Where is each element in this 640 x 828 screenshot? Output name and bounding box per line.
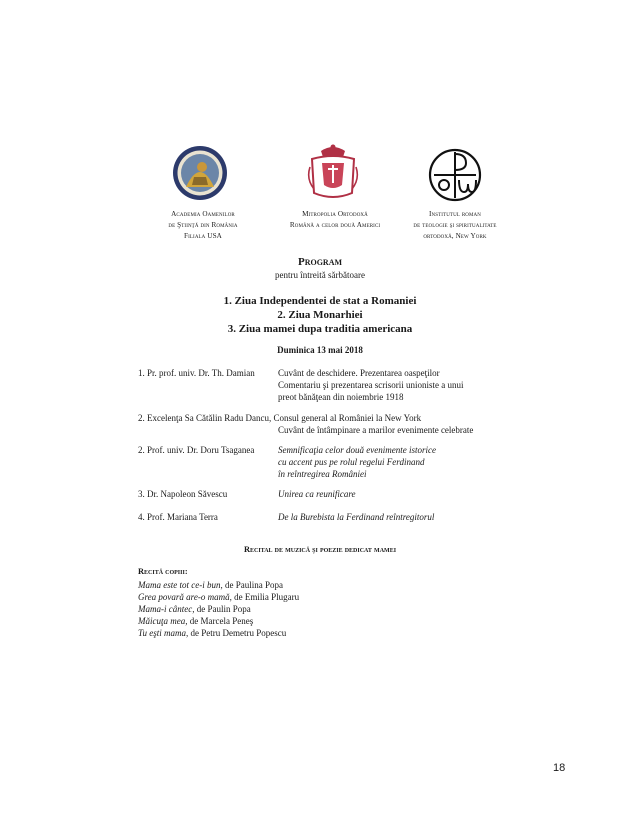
occasion-heading: 3. Ziua mamei dupa traditia americana xyxy=(227,323,413,335)
poem-author: de Petru Demetru Popescu xyxy=(188,628,287,638)
poem-title: Măicuţa mea, xyxy=(138,616,188,626)
occasion-heading: 1. Ziua Independentei de stat a Romaniei xyxy=(223,295,417,307)
speech-topic: De la Burebista la Ferdinand reîntregitorul xyxy=(278,512,435,522)
poem-author: de Paulin Popa xyxy=(194,604,251,614)
poem-entry xyxy=(138,579,283,591)
institute-alpha-omega-logo xyxy=(428,148,482,202)
occasion-heading: 2. Ziua Monarhiei xyxy=(277,309,363,321)
poem-title: Grea povară are-o mamă, xyxy=(138,592,232,602)
speech-topic: Comentariu şi prezentarea scrisorii unioniste a unui xyxy=(278,380,464,390)
speech-topic: Unirea ca reunificare xyxy=(278,489,356,499)
speech-topic: preot bănăţean din noiembrie 1918 xyxy=(278,392,404,402)
institution-line: Filiala USA xyxy=(184,232,222,240)
speaker-name: 1. Pr. prof. univ. Dr. Th. Damian xyxy=(138,368,255,378)
event-date: Duminica 13 mai 2018 xyxy=(277,345,363,355)
recital-label: Recită copiii: xyxy=(138,567,188,576)
recital-title: Recital de muzică şi poezie dedicat mamei xyxy=(243,545,397,554)
institution-institute xyxy=(380,209,530,242)
speaker-name: 3. Dr. Napoleon Săvescu xyxy=(138,489,228,499)
poem-author: de Paulina Popa xyxy=(222,580,283,590)
poem-entry xyxy=(138,615,253,627)
speech-topic: Cuvânt de deschidere. Prezentarea oaspeţilor xyxy=(278,368,440,378)
poem-title: Tu eşti mama, xyxy=(138,628,189,638)
poem-author: de Emilia Plugaru xyxy=(231,592,300,602)
speaker-name: 2. Prof. univ. Dr. Doru Tsaganea xyxy=(138,445,255,455)
institution-line: Română a celor două Americi xyxy=(289,221,381,229)
metropolis-coat-of-arms-logo xyxy=(306,143,360,203)
speech-topic: Cuvânt de întâmpinare a marilor evenimente celebrate xyxy=(278,425,474,435)
poem-author: de Marcela Peneş xyxy=(187,616,254,626)
poem-entry xyxy=(138,603,251,615)
speaker-name: 4. Prof. Mariana Terra xyxy=(138,512,218,522)
speech-topic: în reîntregirea României xyxy=(278,469,367,479)
poem-entry xyxy=(138,627,286,639)
speech-topic: Semnificaţia celor două evenimente istorice xyxy=(278,445,436,455)
institution-line: Mitropolia Ortodoxă xyxy=(302,210,368,218)
poem-entry xyxy=(138,591,299,603)
poem-title: Mama-i cântec, xyxy=(138,604,195,614)
page-number: 18 xyxy=(553,762,566,774)
institution-line: Institutul roman xyxy=(429,210,481,218)
program-subtitle: pentru întreită sărbătoare xyxy=(275,270,365,280)
speaker-name: 2. Excelenţa Sa Cătălin Radu Dancu, Consul general al României la New York xyxy=(138,413,422,423)
institution-line: ortodoxă, New York xyxy=(423,232,487,240)
institution-academy xyxy=(128,209,278,242)
institution-line: de Ştiinţă din România xyxy=(168,221,238,229)
program-title: Program xyxy=(297,256,343,268)
institution-line: de teologie şi spiritualitate xyxy=(413,221,497,229)
academy-seal-logo xyxy=(172,145,228,201)
speech-topic: cu accent pus pe rolul regelui Ferdinand xyxy=(278,457,425,467)
institution-line: Academia Oamenilor xyxy=(171,210,235,218)
poem-title: Mama este tot ce-i bun, xyxy=(138,580,223,590)
